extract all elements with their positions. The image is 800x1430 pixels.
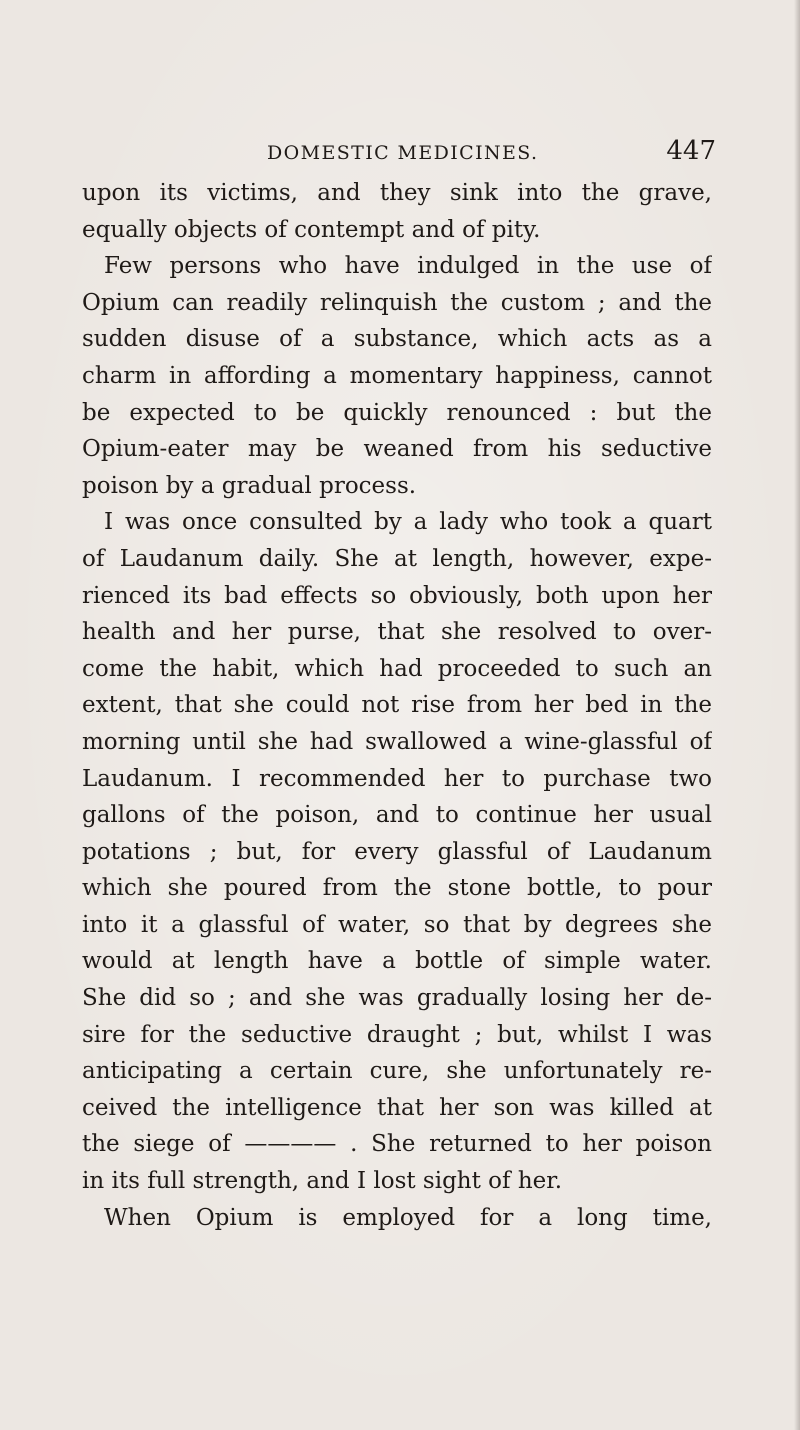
text-line: charm in affording a momentary happiness, cannot: [82, 362, 712, 389]
text-line: health and her purse, that she resolved to over-: [82, 619, 712, 646]
running-title: DOMESTIC MEDICINES.: [267, 142, 539, 164]
text-line: gallons of the poison, and to continue her usual: [82, 802, 712, 829]
text-line: equally objects of contempt and of pity.: [82, 216, 541, 243]
page-number: 447: [666, 136, 716, 166]
text-line: be expected to be quickly renounced : but the: [82, 399, 712, 426]
page-edge-shadow: [794, 0, 800, 1430]
text-line: potations ; but, for every glassful of Laudanum: [82, 838, 712, 865]
text-line: When Opium is employed for a long time,: [104, 1204, 712, 1231]
text-line: Opium can readily relinquish the custom ; and the: [82, 289, 712, 316]
text-line: Laudanum. I recommended her to purchase two: [82, 765, 712, 792]
text-line: rienced its bad effects so obviously, both upon her: [82, 582, 712, 609]
text-line: sudden disuse of a substance, which acts as a: [82, 326, 712, 353]
text-line: ceived the intelligence that her son was killed at: [82, 1094, 712, 1121]
text-line: would at length have a bottle of simple water.: [82, 948, 712, 975]
text-line: of Laudanum daily. She at length, however, expe-: [82, 545, 712, 572]
text-line: morning until she had swallowed a wine-glassful of: [82, 728, 712, 755]
text-line: Opium-eater may be weaned from his seductive: [82, 436, 712, 463]
text-line: poison by a gradual process.: [82, 472, 417, 499]
text-line: She did so ; and she was gradually losing her de-: [82, 985, 712, 1012]
text-line: come the habit, which had proceeded to such an: [82, 655, 712, 682]
text-line: extent, that she could not rise from her bed in the: [82, 692, 712, 719]
text-line: in its full strength, and I lost sight of her.: [82, 1168, 563, 1195]
text-line: I was once consulted by a lady who took a quart: [104, 509, 712, 536]
text-line: Few persons who have indulged in the use of: [104, 253, 712, 280]
text-line: into it a glassful of water, so that by degrees she: [82, 911, 712, 938]
text-line: anticipating a certain cure, she unfortunately re-: [82, 1058, 712, 1085]
text-line: upon its victims, and they sink into the grave,: [82, 180, 712, 206]
text-line: the siege of ———— . She returned to her poison: [82, 1131, 712, 1158]
body-text: [82, 175, 712, 1236]
text-line: which she poured from the stone bottle, to pour: [82, 875, 712, 902]
text-line: sire for the seductive draught ; but, whilst I was: [82, 1021, 712, 1048]
running-head: [267, 136, 716, 168]
